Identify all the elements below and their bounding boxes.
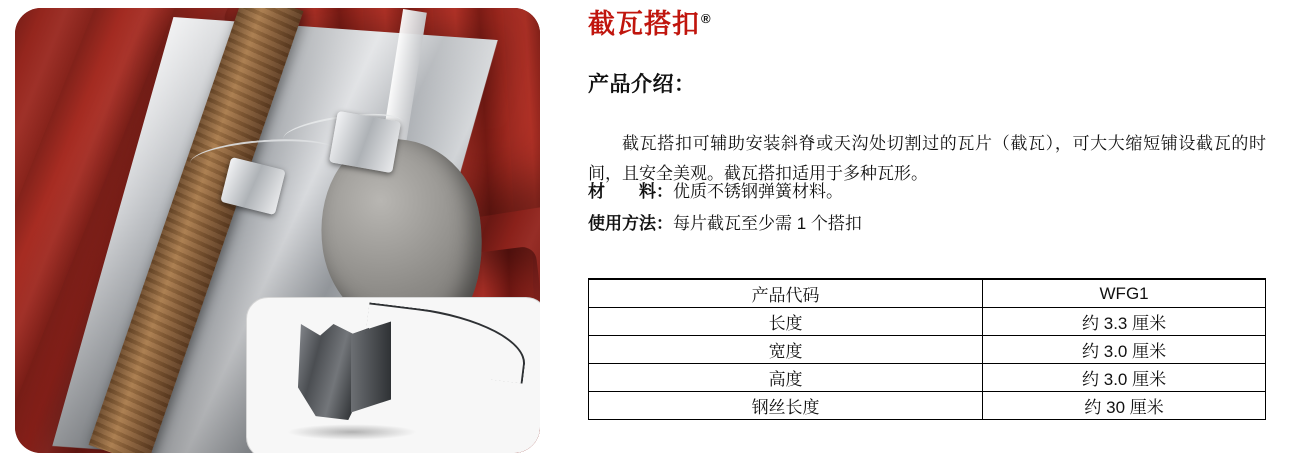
spec-value: 约 3.0 厘米 [983,336,1266,364]
spec-value: 约 3.3 厘米 [983,308,1266,336]
usage-label: 使用方法： [588,214,673,233]
table-row [589,279,1266,308]
table-row [589,336,1266,364]
product-title-row [588,10,711,40]
product-photo-panel [15,8,540,453]
specification-table-body [589,279,1266,420]
spec-name: 产品代码 [589,279,983,308]
specification-table [588,278,1266,420]
introduction-paragraph: 截瓦搭扣可辅助安装斜脊或天沟处切割过的瓦片（截瓦），可大大缩短铺设截瓦的时间，且安全美观。截瓦搭扣适用于多种瓦形。 [588,134,1266,183]
installed-clip-right [329,111,401,173]
material-label: 材 料： [588,182,673,201]
spec-value: 约 3.0 厘米 [983,364,1266,392]
product-closeup-card [246,297,540,453]
material-value: 优质不锈钢弹簧材料。 [673,182,843,201]
usage-line [588,210,862,238]
registered-trademark-icon: ® [701,11,711,26]
spec-value: 约 30 厘米 [983,392,1266,420]
table-row [589,308,1266,336]
clip-shadow [287,424,417,440]
spec-name: 高度 [589,364,983,392]
section-heading-introduction: 产品介绍： [588,73,696,96]
spec-name: 钢丝长度 [589,392,983,420]
table-row [589,392,1266,420]
spec-name: 长度 [589,308,983,336]
material-line [588,178,843,206]
table-row [589,364,1266,392]
spec-value: WFG1 [983,279,1266,308]
page-title: 截瓦搭扣 [588,9,700,39]
spec-name: 宽度 [589,336,983,364]
usage-value: 每片截瓦至少需 1 个搭扣 [673,214,862,233]
product-info-panel [588,0,1288,460]
